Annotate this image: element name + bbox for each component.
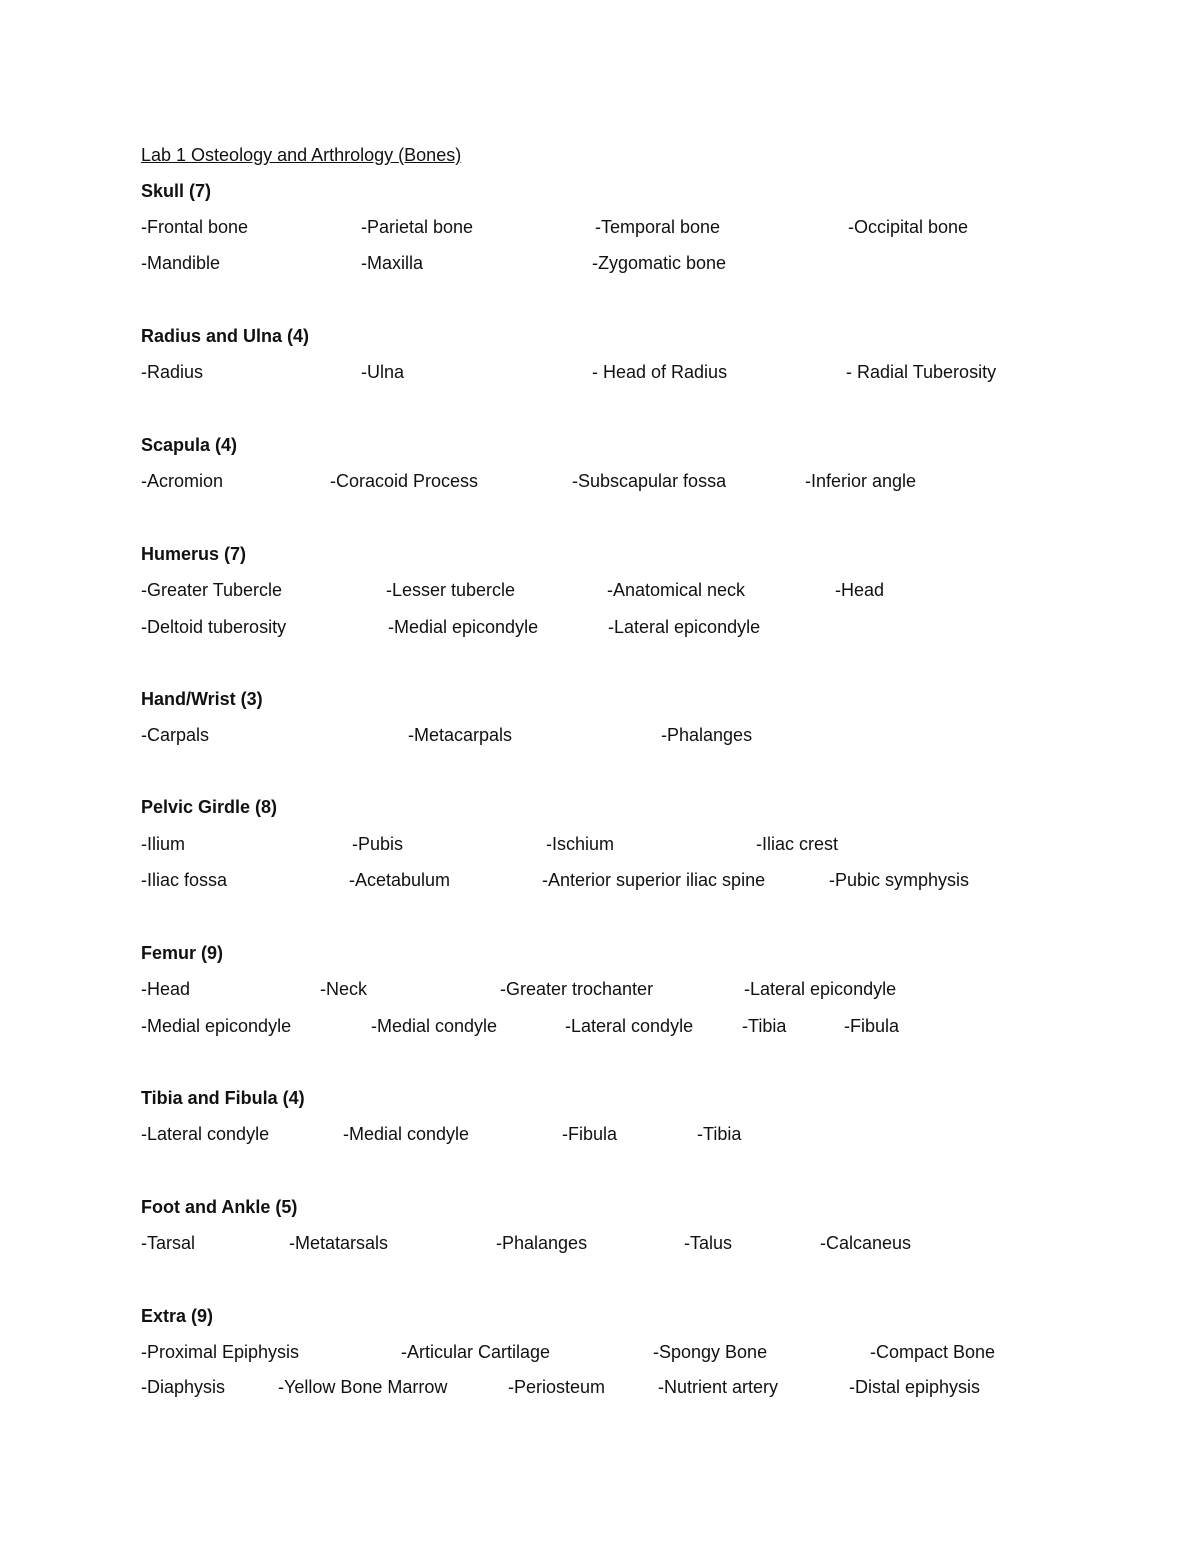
list-item: -Medial condyle [343, 1124, 470, 1144]
list-item: -Fibula [562, 1124, 618, 1144]
list-item: -Proximal Epiphysis [141, 1342, 300, 1362]
document-title: Lab 1 Osteology and Arthrology (Bones) [141, 145, 462, 165]
list-item: -Greater Tubercle [141, 580, 283, 600]
list-item: -Head [835, 580, 885, 600]
list-item: -Acromion [141, 471, 224, 491]
list-item: -Lesser tubercle [386, 580, 516, 600]
list-item: - Radial Tuberosity [846, 362, 997, 382]
list-item: -Compact Bone [870, 1342, 996, 1362]
section-heading-humerus-7: Humerus (7) [141, 544, 247, 564]
list-item: -Frontal bone [141, 217, 249, 237]
list-item: -Spongy Bone [653, 1342, 768, 1362]
list-item: -Ischium [546, 834, 615, 854]
list-item: -Acetabulum [349, 870, 451, 890]
list-item: -Diaphysis [141, 1377, 226, 1397]
list-item: -Metatarsals [289, 1233, 389, 1253]
list-item: -Tibia [742, 1016, 787, 1036]
list-item: -Temporal bone [595, 217, 721, 237]
section-heading-pelvic-girdle-8: Pelvic Girdle (8) [141, 797, 278, 817]
list-item: -Tibia [697, 1124, 742, 1144]
list-item: -Radius [141, 362, 204, 382]
list-item: -Anatomical neck [607, 580, 746, 600]
list-item: -Mandible [141, 253, 221, 273]
section-heading-skull-7: Skull (7) [141, 181, 212, 201]
list-item: -Lateral epicondyle [744, 979, 897, 999]
list-item: -Subscapular fossa [572, 471, 727, 491]
list-item: -Periosteum [508, 1377, 606, 1397]
section-heading-scapula-4: Scapula (4) [141, 435, 238, 455]
list-item: -Medial condyle [371, 1016, 498, 1036]
list-item: -Maxilla [361, 253, 424, 273]
list-item: -Yellow Bone Marrow [278, 1377, 448, 1397]
list-item: -Distal epiphysis [849, 1377, 981, 1397]
list-item: -Zygomatic bone [592, 253, 727, 273]
section-heading-foot-and-ankle-5: Foot and Ankle (5) [141, 1197, 298, 1217]
list-item: -Ulna [361, 362, 405, 382]
list-item: -Iliac crest [756, 834, 839, 854]
list-item: -Iliac fossa [141, 870, 228, 890]
list-item: -Deltoid tuberosity [141, 617, 287, 637]
list-item: -Lateral condyle [565, 1016, 694, 1036]
list-item: -Lateral condyle [141, 1124, 270, 1144]
list-item: - Head of Radius [592, 362, 728, 382]
list-item: -Inferior angle [805, 471, 917, 491]
list-item: -Phalanges [496, 1233, 588, 1253]
list-item: -Greater trochanter [500, 979, 654, 999]
list-item: -Ilium [141, 834, 185, 854]
section-heading-femur-9: Femur (9) [141, 943, 224, 963]
section-heading-tibia-and-fibula-4: Tibia and Fibula (4) [141, 1088, 305, 1108]
list-item: -Parietal bone [361, 217, 474, 237]
list-item: -Articular Cartilage [401, 1342, 551, 1362]
list-item: -Pubis [352, 834, 404, 854]
list-item: -Lateral epicondyle [608, 617, 761, 637]
list-item: -Phalanges [661, 725, 753, 745]
list-item: -Pubic symphysis [829, 870, 970, 890]
list-item: -Coracoid Process [330, 471, 479, 491]
list-item: -Talus [684, 1233, 733, 1253]
section-heading-extra-9: Extra (9) [141, 1306, 214, 1326]
list-item: -Fibula [844, 1016, 900, 1036]
list-item: -Medial epicondyle [388, 617, 539, 637]
section-heading-hand-wrist-3: Hand/Wrist (3) [141, 689, 263, 709]
list-item: -Anterior superior iliac spine [542, 870, 766, 890]
list-item: -Nutrient artery [658, 1377, 779, 1397]
list-item: -Neck [320, 979, 368, 999]
list-item: -Carpals [141, 725, 210, 745]
list-item: -Head [141, 979, 191, 999]
list-item: -Tarsal [141, 1233, 196, 1253]
list-item: -Occipital bone [848, 217, 969, 237]
section-heading-radius-and-ulna-4: Radius and Ulna (4) [141, 326, 310, 346]
list-item: -Calcaneus [820, 1233, 912, 1253]
list-item: -Medial epicondyle [141, 1016, 292, 1036]
list-item: -Metacarpals [408, 725, 513, 745]
